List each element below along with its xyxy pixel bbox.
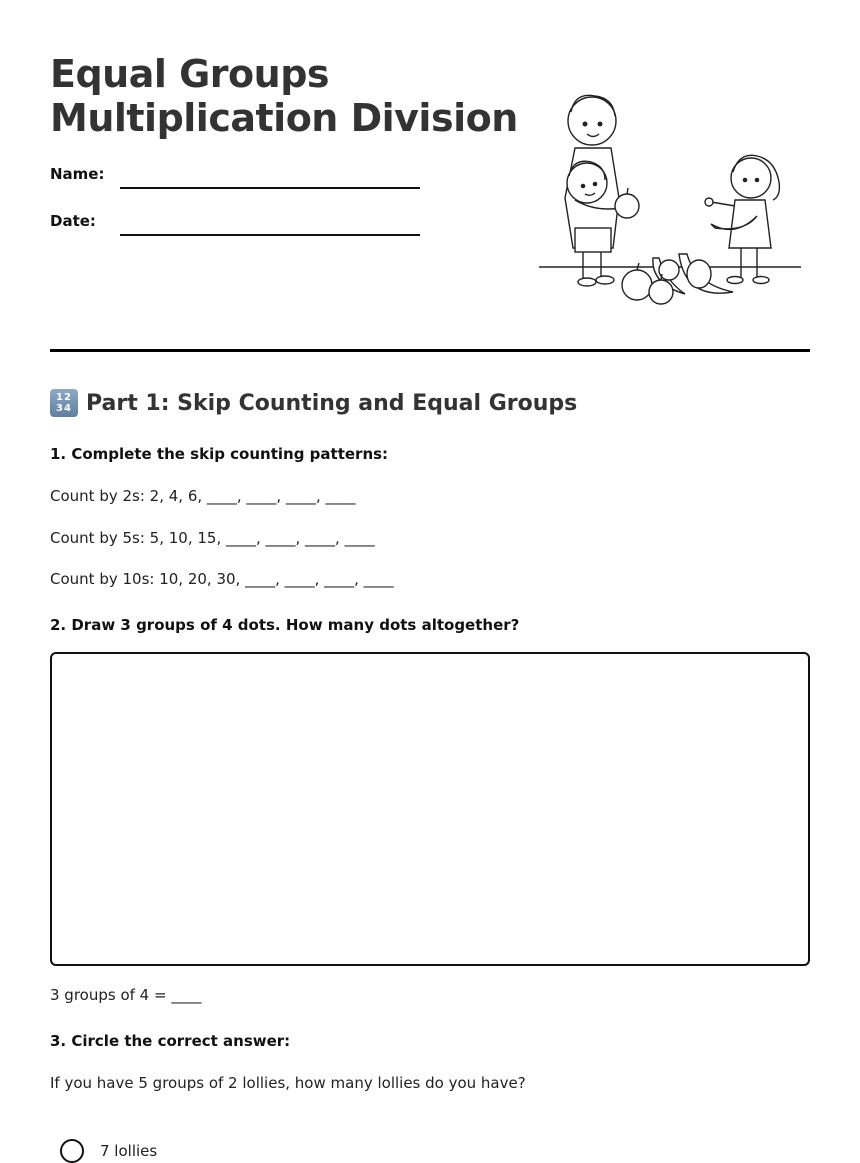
input-numbers-icon: 12 34 [50,389,78,417]
children-sharing-fruit-illustration [535,88,805,308]
question-3-text: If you have 5 groups of 2 lollies, how many lollies do you have? [50,1074,526,1092]
part1-heading [50,389,577,417]
answer-option-7-lollies[interactable] [60,1139,157,1163]
part1-title: Part 1: Skip Counting and Equal Groups [86,390,578,416]
date-field[interactable] [120,234,420,236]
title-line-2: Multiplication Division [50,96,518,140]
radio-circle-icon[interactable] [60,1139,84,1163]
worksheet-title [50,52,518,140]
question-2-title: 2. Draw 3 groups of 4 dots. How many dots altogether? [50,616,520,634]
title-line-1: Equal Groups [50,52,330,96]
skip-count-5s: Count by 5s: 5, 10, 15, ____, ____, ____, ____ [50,529,375,547]
option-label: 7 lollies [100,1142,158,1160]
drawing-area[interactable] [50,652,810,966]
name-field[interactable] [120,187,420,189]
name-label: Name: [50,165,105,183]
question-3-title: 3. Circle the correct answer: [50,1032,291,1050]
header-divider [50,349,810,352]
skip-count-10s: Count by 10s: 10, 20, 30, ____, ____, ____, ____ [50,570,394,588]
question-2-answer-line: 3 groups of 4 = ____ [50,986,202,1004]
date-label: Date: [50,212,96,230]
skip-count-2s: Count by 2s: 2, 4, 6, ____, ____, ____, ____ [50,487,356,505]
question-1-title: 1. Complete the skip counting patterns: [50,445,389,463]
